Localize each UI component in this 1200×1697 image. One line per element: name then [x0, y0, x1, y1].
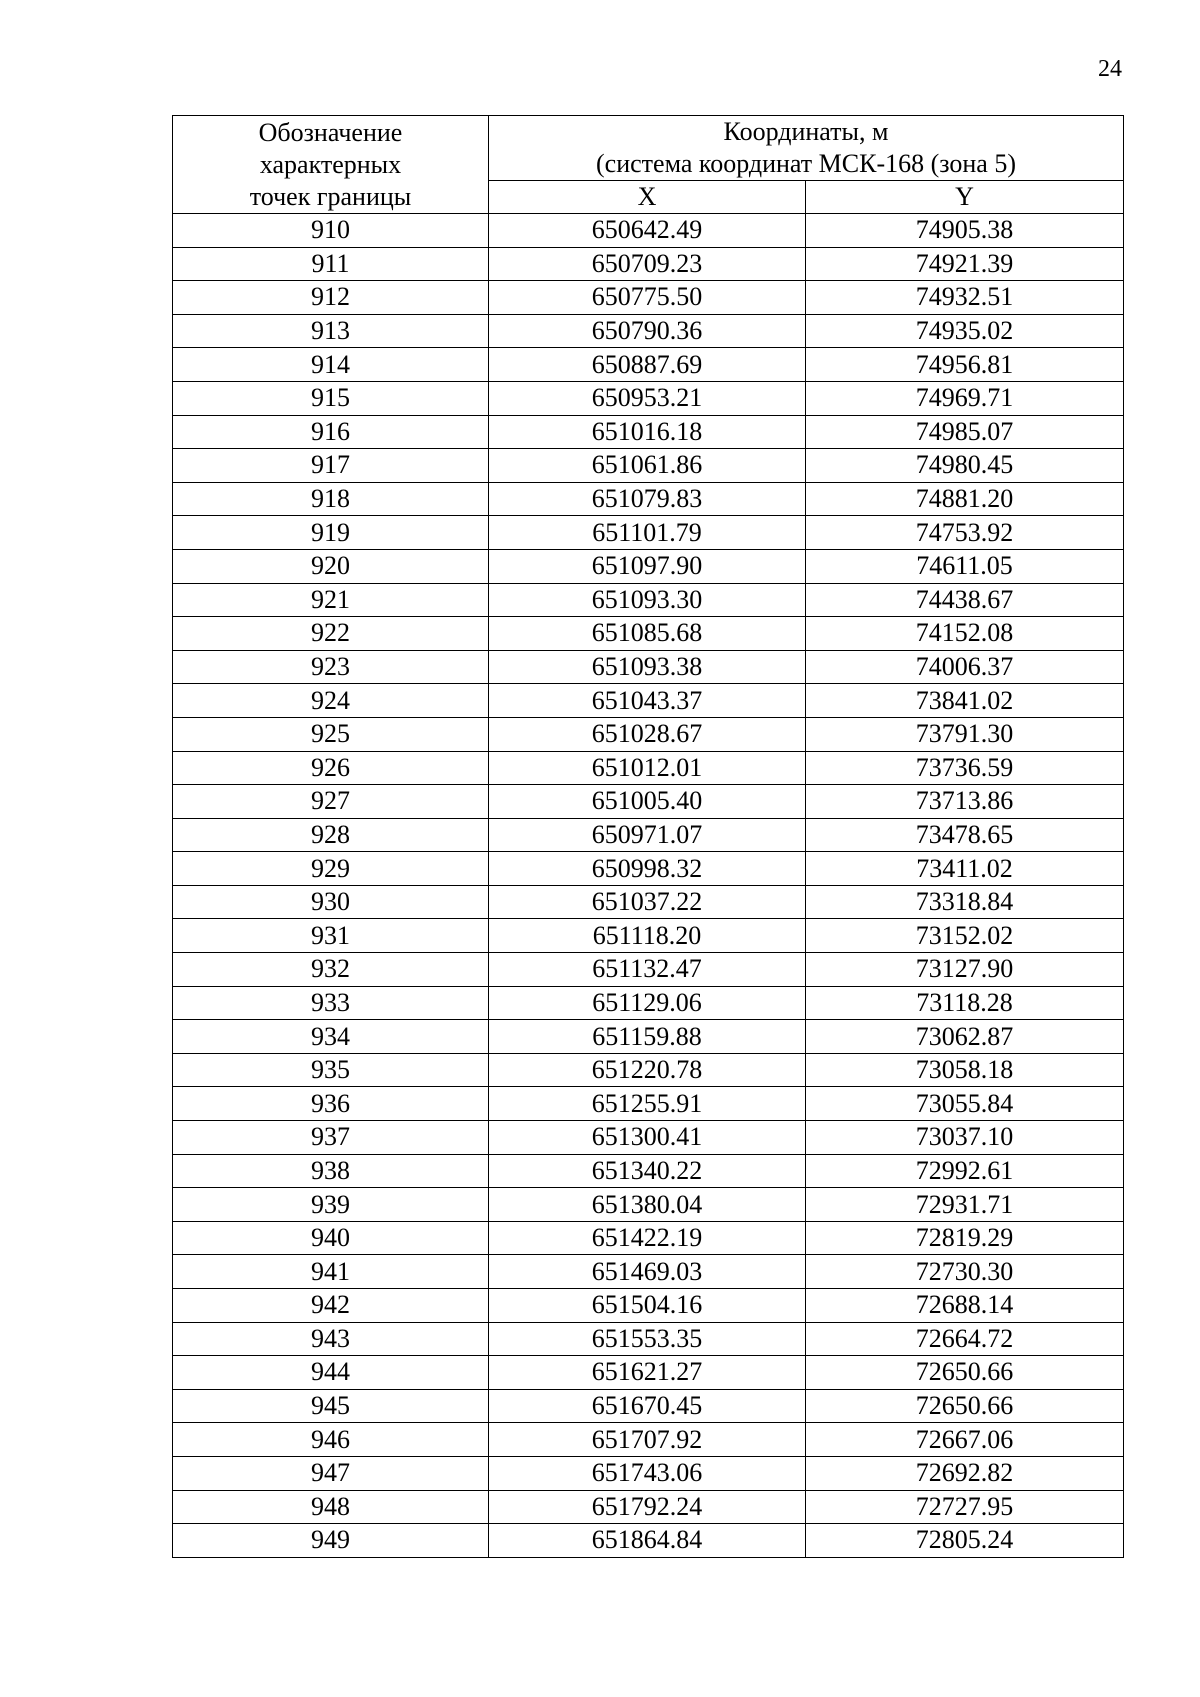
point-number-cell: 910: [173, 214, 489, 248]
x-coordinate-cell: 650887.69: [489, 348, 806, 382]
point-number-cell: 920: [173, 549, 489, 583]
y-coordinate-cell: 72805.24: [806, 1524, 1124, 1558]
point-number-cell: 915: [173, 381, 489, 415]
point-number-cell: 923: [173, 650, 489, 684]
point-number-cell: 932: [173, 953, 489, 987]
point-number-cell: 937: [173, 1121, 489, 1155]
point-number-cell: 941: [173, 1255, 489, 1289]
x-coordinate-cell: 651101.79: [489, 516, 806, 550]
x-coordinate-cell: 651300.41: [489, 1121, 806, 1155]
x-coordinate-cell: 651028.67: [489, 717, 806, 751]
table-row: [173, 986, 1124, 1020]
x-coordinate-cell: 650971.07: [489, 818, 806, 852]
x-coordinate-cell: 650642.49: [489, 214, 806, 248]
table-row: [173, 1154, 1124, 1188]
point-number-cell: 944: [173, 1356, 489, 1390]
y-coordinate-cell: 73037.10: [806, 1121, 1124, 1155]
point-number-cell: 921: [173, 583, 489, 617]
table-row: [173, 1255, 1124, 1289]
table-row: [173, 953, 1124, 987]
x-coordinate-cell: 651118.20: [489, 919, 806, 953]
x-coordinate-cell: 651037.22: [489, 885, 806, 919]
x-coordinate-cell: 651621.27: [489, 1356, 806, 1390]
header-x: X: [489, 181, 806, 214]
table-row: [173, 617, 1124, 651]
x-coordinate-cell: 651469.03: [489, 1255, 806, 1289]
x-coordinate-cell: 651864.84: [489, 1524, 806, 1558]
y-coordinate-cell: 74905.38: [806, 214, 1124, 248]
x-coordinate-cell: 651097.90: [489, 549, 806, 583]
y-coordinate-cell: 72730.30: [806, 1255, 1124, 1289]
table-row: [173, 247, 1124, 281]
x-coordinate-cell: 651012.01: [489, 751, 806, 785]
y-coordinate-cell: 74753.92: [806, 516, 1124, 550]
x-coordinate-cell: 650709.23: [489, 247, 806, 281]
y-coordinate-cell: 74969.71: [806, 381, 1124, 415]
y-coordinate-cell: 74980.45: [806, 449, 1124, 483]
point-number-cell: 947: [173, 1456, 489, 1490]
header-line: характерных: [259, 149, 402, 179]
point-number-cell: 943: [173, 1322, 489, 1356]
page-number: 24: [1098, 56, 1122, 82]
point-number-cell: 938: [173, 1154, 489, 1188]
x-coordinate-cell: 651255.91: [489, 1087, 806, 1121]
header-line: точек границы: [249, 181, 412, 211]
y-coordinate-cell: 74152.08: [806, 617, 1124, 651]
table-row: [173, 1221, 1124, 1255]
x-coordinate-cell: 651043.37: [489, 684, 806, 718]
x-coordinate-cell: 651085.68: [489, 617, 806, 651]
y-coordinate-cell: 74956.81: [806, 348, 1124, 382]
table-row: [173, 852, 1124, 886]
point-number-cell: 918: [173, 482, 489, 516]
x-coordinate-cell: 650790.36: [489, 314, 806, 348]
table-row: [173, 583, 1124, 617]
table-row: [173, 1524, 1124, 1558]
table-row: [173, 785, 1124, 819]
y-coordinate-cell: 72688.14: [806, 1289, 1124, 1323]
y-coordinate-cell: 73478.65: [806, 818, 1124, 852]
y-coordinate-cell: 72819.29: [806, 1221, 1124, 1255]
header-line: Обозначение: [258, 117, 403, 147]
table-row: [173, 1322, 1124, 1356]
point-number-cell: 916: [173, 415, 489, 449]
point-number-cell: 926: [173, 751, 489, 785]
y-coordinate-cell: 73062.87: [806, 1020, 1124, 1054]
table-row: [173, 1087, 1124, 1121]
point-number-cell: 942: [173, 1289, 489, 1323]
x-coordinate-cell: 651129.06: [489, 986, 806, 1020]
x-coordinate-cell: 651553.35: [489, 1322, 806, 1356]
y-coordinate-cell: 73736.59: [806, 751, 1124, 785]
table-row: [173, 549, 1124, 583]
table-row: [173, 1389, 1124, 1423]
x-coordinate-cell: 651707.92: [489, 1423, 806, 1457]
x-coordinate-cell: 651380.04: [489, 1188, 806, 1222]
x-coordinate-cell: 651093.38: [489, 650, 806, 684]
y-coordinate-cell: 72992.61: [806, 1154, 1124, 1188]
table-header: [173, 116, 1124, 214]
coordinates-table: [172, 115, 1124, 1558]
point-number-cell: 925: [173, 717, 489, 751]
y-coordinate-cell: 73058.18: [806, 1053, 1124, 1087]
y-coordinate-cell: 73127.90: [806, 953, 1124, 987]
table-row: [173, 885, 1124, 919]
x-coordinate-cell: 650775.50: [489, 281, 806, 315]
table-row: [173, 1289, 1124, 1323]
table-row: [173, 1456, 1124, 1490]
point-number-cell: 946: [173, 1423, 489, 1457]
point-number-cell: 939: [173, 1188, 489, 1222]
point-number-cell: 917: [173, 449, 489, 483]
point-number-cell: 929: [173, 852, 489, 886]
point-number-cell: 930: [173, 885, 489, 919]
y-coordinate-cell: 72727.95: [806, 1490, 1124, 1524]
header-line: (система координат МСК-168 (зона 5): [596, 149, 1016, 178]
y-coordinate-cell: 72650.66: [806, 1389, 1124, 1423]
x-coordinate-cell: 651016.18: [489, 415, 806, 449]
table-row: [173, 449, 1124, 483]
table-row: [173, 314, 1124, 348]
x-coordinate-cell: 651132.47: [489, 953, 806, 987]
header-y: Y: [806, 181, 1124, 214]
point-number-cell: 919: [173, 516, 489, 550]
y-coordinate-cell: 73152.02: [806, 919, 1124, 953]
point-number-cell: 934: [173, 1020, 489, 1054]
point-number-cell: 927: [173, 785, 489, 819]
table-row: [173, 751, 1124, 785]
table-row: [173, 1020, 1124, 1054]
y-coordinate-cell: 72931.71: [806, 1188, 1124, 1222]
point-number-cell: 928: [173, 818, 489, 852]
table-row: [173, 415, 1124, 449]
table-row: [173, 516, 1124, 550]
x-coordinate-cell: 651792.24: [489, 1490, 806, 1524]
y-coordinate-cell: 73713.86: [806, 785, 1124, 819]
table-row: [173, 482, 1124, 516]
y-coordinate-cell: 72667.06: [806, 1423, 1124, 1457]
x-coordinate-cell: 650998.32: [489, 852, 806, 886]
point-number-cell: 945: [173, 1389, 489, 1423]
y-coordinate-cell: 72650.66: [806, 1356, 1124, 1390]
point-number-cell: 912: [173, 281, 489, 315]
point-number-cell: 911: [173, 247, 489, 281]
x-coordinate-cell: 651504.16: [489, 1289, 806, 1323]
point-number-cell: 949: [173, 1524, 489, 1558]
table-row: [173, 348, 1124, 382]
x-coordinate-cell: 651340.22: [489, 1154, 806, 1188]
y-coordinate-cell: 73841.02: [806, 684, 1124, 718]
table-row: [173, 684, 1124, 718]
table-row: [173, 1490, 1124, 1524]
table-row: [173, 1423, 1124, 1457]
x-coordinate-cell: 651670.45: [489, 1389, 806, 1423]
table-row: [173, 1188, 1124, 1222]
x-coordinate-cell: 651220.78: [489, 1053, 806, 1087]
y-coordinate-cell: 74932.51: [806, 281, 1124, 315]
header-line: Координаты, м: [723, 117, 889, 146]
y-coordinate-cell: 73411.02: [806, 852, 1124, 886]
y-coordinate-cell: 74438.67: [806, 583, 1124, 617]
point-number-cell: 922: [173, 617, 489, 651]
x-coordinate-cell: 651093.30: [489, 583, 806, 617]
x-coordinate-cell: 651005.40: [489, 785, 806, 819]
x-coordinate-cell: 651061.86: [489, 449, 806, 483]
header-coordinates: [489, 116, 1124, 181]
x-coordinate-cell: 650953.21: [489, 381, 806, 415]
y-coordinate-cell: 74611.05: [806, 549, 1124, 583]
point-number-cell: 931: [173, 919, 489, 953]
table-row: [173, 818, 1124, 852]
header-point-designation: [173, 116, 489, 214]
table-row: [173, 381, 1124, 415]
y-coordinate-cell: 73118.28: [806, 986, 1124, 1020]
y-coordinate-cell: 73055.84: [806, 1087, 1124, 1121]
y-coordinate-cell: 74881.20: [806, 482, 1124, 516]
point-number-cell: 940: [173, 1221, 489, 1255]
y-coordinate-cell: 72664.72: [806, 1322, 1124, 1356]
point-number-cell: 936: [173, 1087, 489, 1121]
table-row: [173, 1121, 1124, 1155]
point-number-cell: 935: [173, 1053, 489, 1087]
x-coordinate-cell: 651159.88: [489, 1020, 806, 1054]
x-coordinate-cell: 651743.06: [489, 1456, 806, 1490]
point-number-cell: 933: [173, 986, 489, 1020]
y-coordinate-cell: 73791.30: [806, 717, 1124, 751]
x-coordinate-cell: 651079.83: [489, 482, 806, 516]
table-row: [173, 281, 1124, 315]
table-body: [173, 214, 1124, 1558]
x-coordinate-cell: 651422.19: [489, 1221, 806, 1255]
point-number-cell: 948: [173, 1490, 489, 1524]
table-row: [173, 919, 1124, 953]
table-row: [173, 1053, 1124, 1087]
y-coordinate-cell: 74921.39: [806, 247, 1124, 281]
y-coordinate-cell: 74006.37: [806, 650, 1124, 684]
table-row: [173, 650, 1124, 684]
y-coordinate-cell: 73318.84: [806, 885, 1124, 919]
y-coordinate-cell: 72692.82: [806, 1456, 1124, 1490]
table-row: [173, 214, 1124, 248]
y-coordinate-cell: 74985.07: [806, 415, 1124, 449]
point-number-cell: 924: [173, 684, 489, 718]
point-number-cell: 913: [173, 314, 489, 348]
y-coordinate-cell: 74935.02: [806, 314, 1124, 348]
point-number-cell: 914: [173, 348, 489, 382]
table-row: [173, 1356, 1124, 1390]
table-row: [173, 717, 1124, 751]
